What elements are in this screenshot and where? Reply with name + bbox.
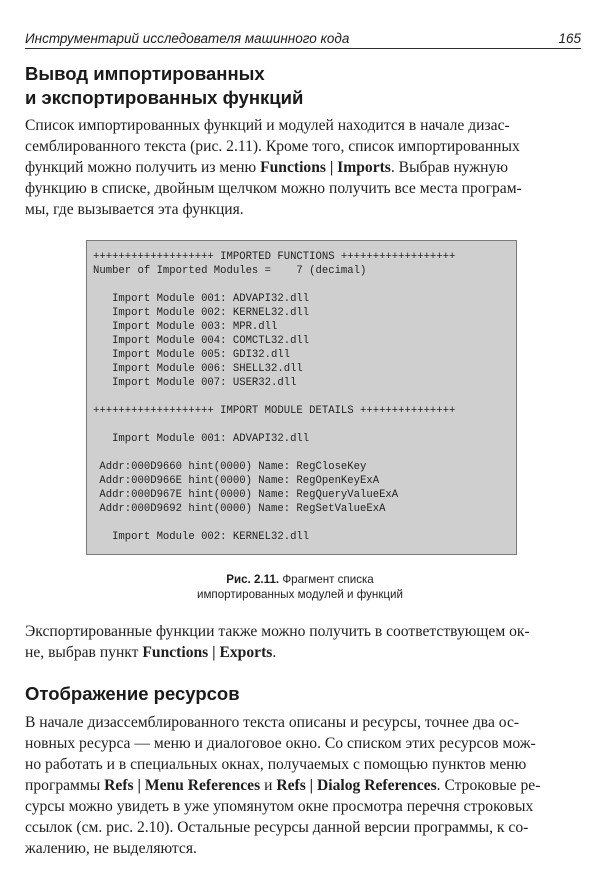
section-heading-imports xyxy=(25,62,303,110)
text-line: . xyxy=(272,644,277,661)
text-line: не, выбрав пункт xyxy=(25,644,143,661)
text-line: сурсы можно увидеть в уже упомянутом окне просмотра перечня строковых xyxy=(25,798,534,815)
listing-line: Number of Imported Modules = 7 (decimal) xyxy=(93,265,367,277)
listing-line: Import Module 002: KERNEL32.dll xyxy=(93,307,310,319)
heading-line-2: и экспортированных функций xyxy=(25,87,304,108)
text-line: . Выбрав нужную xyxy=(390,159,508,176)
listing-line: Addr:000D966E hint(0000) Name: RegOpenKeyExA xyxy=(93,475,380,487)
paragraph-resources xyxy=(25,712,576,859)
listing-line: Addr:000D9692 hint(0000) Name: RegSetValueExA xyxy=(93,503,386,515)
section-heading-resources: Отображение ресурсов xyxy=(25,683,240,704)
listing-line: Import Module 007: USER32.dll xyxy=(93,377,297,389)
figure-caption xyxy=(0,572,600,587)
figure-caption-line-2: импортированных модулей и функций xyxy=(196,588,404,601)
text-line: программы xyxy=(25,777,105,794)
text-line: Список импортированных функций и модулей находится в начале дизас- xyxy=(25,117,510,134)
running-header-title: Инструментарий исследователя машинного кода xyxy=(25,31,350,46)
code-listing-figure xyxy=(86,240,517,555)
text-line: ссылок (см. рис. 2.10). Остальные ресурсы данной версии программы, к со- xyxy=(25,819,529,836)
listing-line: Import Module 003: MPR.dll xyxy=(93,321,278,333)
listing-line: +++++++++++++++++++ IMPORTED FUNCTIONS ++++++++++++++++++ xyxy=(93,251,456,263)
text-line: и xyxy=(260,777,277,794)
text-line: Экспортированные функции также можно получить в соответствующем ок- xyxy=(25,623,530,640)
running-header xyxy=(25,30,581,49)
listing-line: +++++++++++++++++++ IMPORT MODULE DETAILS +++++++++++++++ xyxy=(93,405,456,417)
text-line: семблированного текста (рис. 2.11). Кроме того, список импортированных xyxy=(25,138,520,155)
listing-line: Import Module 005: GDI32.dll xyxy=(93,349,291,361)
menu-path-exports: Functions | Exports xyxy=(142,644,273,661)
listing-line: Import Module 002: KERNEL32.dll xyxy=(93,531,310,543)
figure-label: Рис. 2.11. xyxy=(226,573,280,586)
heading-line-1: Вывод импортированных xyxy=(25,63,265,84)
paragraph-exports xyxy=(25,621,576,663)
paragraph-imports xyxy=(25,115,576,220)
text-line: но работать и в специальных окнах, получаемых с помощью пунктов меню xyxy=(25,756,527,773)
text-line: В начале дизассемблированного текста описаны и ресурсы, точнее два ос- xyxy=(25,714,520,731)
listing-line: Import Module 006: SHELL32.dll xyxy=(93,363,303,375)
text-line: мы, где вызывается эта функция. xyxy=(25,201,244,218)
listing-line: Import Module 001: ADVAPI32.dll xyxy=(93,433,310,445)
text-line: новных ресурса — меню и диалоговое окно. Со списком этих ресурсов мож- xyxy=(25,735,536,752)
text-line: функцию в списке, двойным щелчком можно получить все места програм- xyxy=(25,180,522,197)
menu-path-dialog-references: Refs | Dialog References xyxy=(276,777,437,794)
menu-path-menu-references: Refs | Menu References xyxy=(104,777,261,794)
listing-line: Addr:000D9660 hint(0000) Name: RegCloseKey xyxy=(93,461,367,473)
listing-line: Import Module 004: COMCTL32.dll xyxy=(93,335,310,347)
text-line: функций можно получить из меню xyxy=(25,159,261,176)
page-number: 165 xyxy=(558,31,581,46)
listing-line: Import Module 001: ADVAPI32.dll xyxy=(93,293,310,305)
figure-caption-text: Фрагмент списка xyxy=(279,573,374,586)
menu-path-imports: Functions | Imports xyxy=(260,159,391,176)
listing-line: Addr:000D967E hint(0000) Name: RegQueryValueExA xyxy=(93,489,399,501)
text-line: жалению, не выделяются. xyxy=(25,840,197,857)
text-line: . Строковые ре- xyxy=(436,777,541,794)
